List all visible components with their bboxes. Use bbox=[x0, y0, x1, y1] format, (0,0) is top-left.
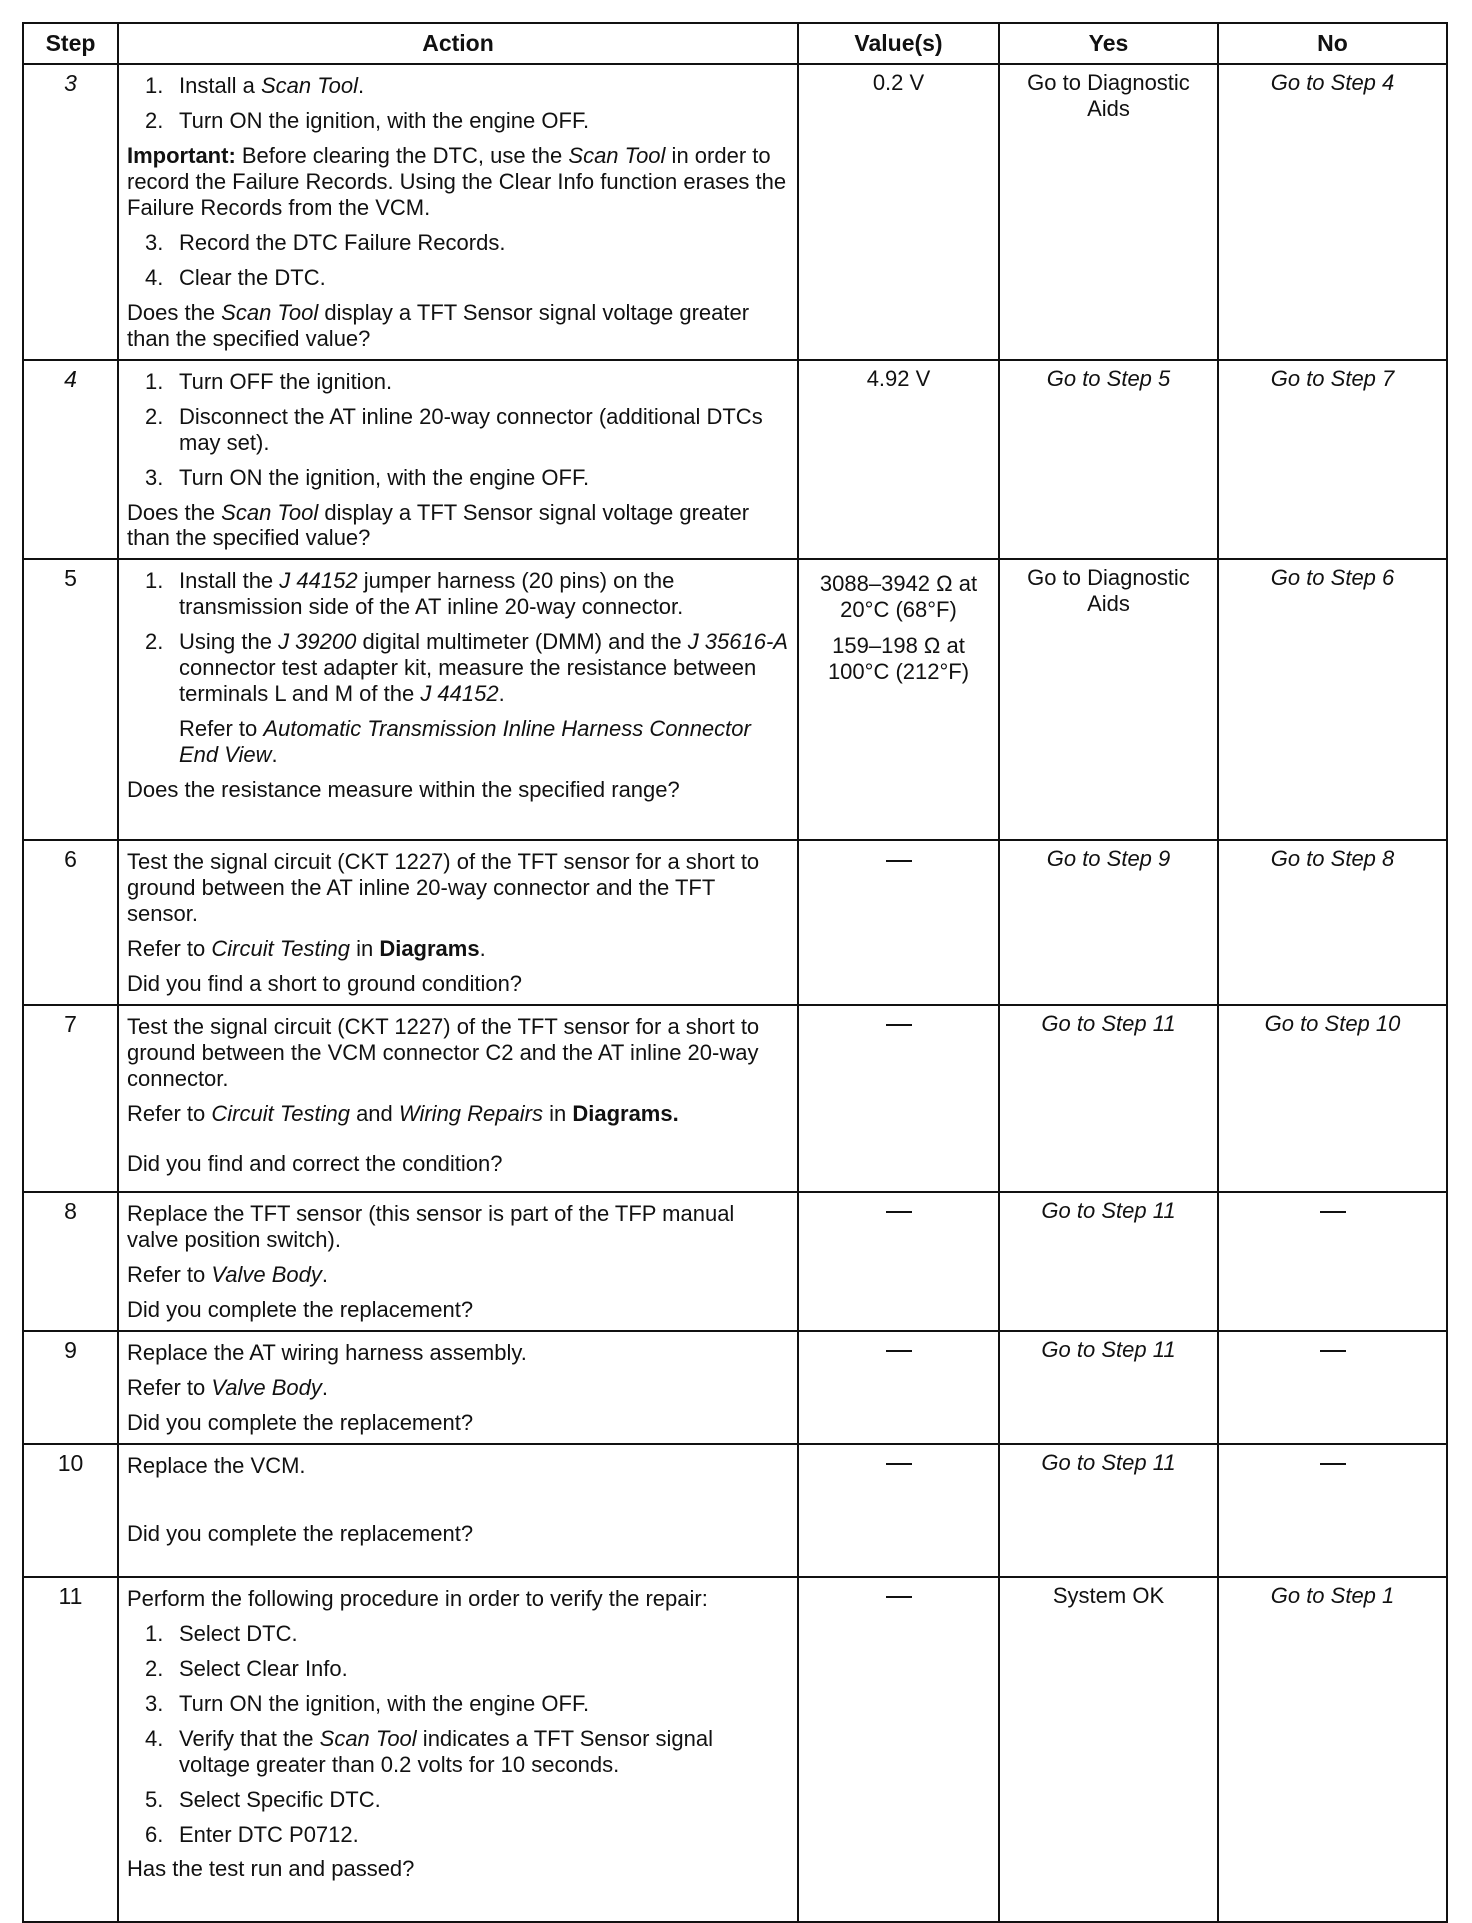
step-number: 9 bbox=[23, 1331, 118, 1444]
no-cell bbox=[1218, 1192, 1447, 1331]
value-cell: 4.92 V bbox=[798, 360, 999, 560]
action-cell: Replace the VCM. Did you complete the replacement? bbox=[118, 1444, 798, 1577]
step-number: 4 bbox=[23, 360, 118, 560]
yes-cell: Go to Step 11 bbox=[999, 1005, 1218, 1192]
empty-value-dash bbox=[886, 1463, 912, 1465]
value-cell bbox=[798, 1192, 999, 1331]
yes-cell: Go to Step 11 bbox=[999, 1444, 1218, 1577]
empty-no-dash bbox=[1320, 1211, 1346, 1213]
diagnostic-table bbox=[22, 22, 1448, 1923]
empty-value-dash bbox=[886, 860, 912, 862]
table-row bbox=[23, 1331, 1447, 1444]
empty-value-dash bbox=[886, 1211, 912, 1213]
yes-cell: Go to Step 5 bbox=[999, 360, 1218, 560]
value-cell bbox=[798, 1444, 999, 1577]
header-step: Step bbox=[23, 23, 118, 64]
step-number: 6 bbox=[23, 840, 118, 1005]
table-row bbox=[23, 1005, 1447, 1192]
step-number: 7 bbox=[23, 1005, 118, 1192]
yes-cell: Go to Step 9 bbox=[999, 840, 1218, 1005]
action-cell: Test the signal circuit (CKT 1227) of the TFT sensor for a short to ground between the VCM connector C2 and the AT inline 20-way connector. Refer to Circuit Testing and Wiring Repairs in Diagrams. Did you find and correct the condition? bbox=[118, 1005, 798, 1192]
no-cell: Go to Step 1 bbox=[1218, 1577, 1447, 1922]
yes-cell: System OK bbox=[999, 1577, 1218, 1922]
step-number: 3 bbox=[23, 64, 118, 360]
empty-value-dash bbox=[886, 1024, 912, 1026]
yes-cell: Go to Step 11 bbox=[999, 1192, 1218, 1331]
table-row bbox=[23, 64, 1447, 360]
action-cell: 1. Install a Scan Tool. 2. Turn ON the ignition, with the engine OFF. Important: Before clearing the DTC, use the Scan Tool in order to record the Failure Records. Using the Clear Info function erases the Failure Records from the VCM. 3. Record the DTC Failure Records. 4. Clear the DTC. Does the Scan Tool display a TFT Sensor signal voltage greater than the specified value? bbox=[118, 64, 798, 360]
no-cell: Go to Step 8 bbox=[1218, 840, 1447, 1005]
table-header-row bbox=[23, 23, 1447, 64]
header-yes: Yes bbox=[999, 23, 1218, 64]
value-cell bbox=[798, 1331, 999, 1444]
step-number: 8 bbox=[23, 1192, 118, 1331]
empty-value-dash bbox=[886, 1596, 912, 1598]
empty-no-dash bbox=[1320, 1350, 1346, 1352]
yes-cell: Go to Diagnostic Aids bbox=[999, 64, 1218, 360]
no-cell: Go to Step 4 bbox=[1218, 64, 1447, 360]
no-cell: Go to Step 6 bbox=[1218, 559, 1447, 840]
action-cell: Test the signal circuit (CKT 1227) of the TFT sensor for a short to ground between the AT inline 20-way connector and the TFT sensor. Refer to Circuit Testing in Diagrams. Did you find a short to ground condition? bbox=[118, 840, 798, 1005]
step-number: 11 bbox=[23, 1577, 118, 1922]
table-row bbox=[23, 360, 1447, 560]
table-row bbox=[23, 1192, 1447, 1331]
action-cell: 1. Turn OFF the ignition. 2. Disconnect the AT inline 20-way connector (additional DTCs may set). 3. Turn ON the ignition, with the engine OFF. Does the Scan Tool display a TFT Sensor signal voltage greater than the specified value? bbox=[118, 360, 798, 560]
action-cell: 1. Install the J 44152 jumper harness (20 pins) on the transmission side of the AT inline 20-way connector. 2. Using the J 39200 digital multimeter (DMM) and the J 35616-A connector test adapter kit, measure the resistance between terminals L and M of the J 44152. Refer to Automatic Transmission Inline Harness Connector End View. Does the resistance measure within the specified range? bbox=[118, 559, 798, 840]
table-row bbox=[23, 840, 1447, 1005]
no-cell bbox=[1218, 1331, 1447, 1444]
value-cell: 0.2 V bbox=[798, 64, 999, 360]
table-row bbox=[23, 1577, 1447, 1922]
action-cell: Replace the TFT sensor (this sensor is part of the TFP manual valve position switch). Refer to Valve Body. Did you complete the replacement? bbox=[118, 1192, 798, 1331]
no-cell bbox=[1218, 1444, 1447, 1577]
empty-no-dash bbox=[1320, 1463, 1346, 1465]
table-row bbox=[23, 559, 1447, 840]
yes-cell: Go to Diagnostic Aids bbox=[999, 559, 1218, 840]
value-cell bbox=[798, 1577, 999, 1922]
value-cell bbox=[798, 840, 999, 1005]
value-cell bbox=[798, 1005, 999, 1192]
no-cell: Go to Step 7 bbox=[1218, 360, 1447, 560]
header-action: Action bbox=[118, 23, 798, 64]
table-row bbox=[23, 1444, 1447, 1577]
value-cell: 3088–3942 Ω at 20°C (68°F) 159–198 Ω at 100°C (212°F) bbox=[798, 559, 999, 840]
action-cell: Perform the following procedure in order to verify the repair: 1. Select DTC. 2. Select Clear Info. 3. Turn ON the ignition, with the engine OFF. 4. Verify that the Scan Tool indicates a TFT Sensor signal voltage greater than 0.2 volts for 10 seconds. 5. Select Specific DTC. 6. Enter DTC P0712. Has the test run and passed? bbox=[118, 1577, 798, 1922]
step-number: 10 bbox=[23, 1444, 118, 1577]
empty-value-dash bbox=[886, 1350, 912, 1352]
yes-cell: Go to Step 11 bbox=[999, 1331, 1218, 1444]
step-number: 5 bbox=[23, 559, 118, 840]
header-no: No bbox=[1218, 23, 1447, 64]
no-cell: Go to Step 10 bbox=[1218, 1005, 1447, 1192]
header-values: Value(s) bbox=[798, 23, 999, 64]
action-cell: Replace the AT wiring harness assembly. Refer to Valve Body. Did you complete the replacement? bbox=[118, 1331, 798, 1444]
